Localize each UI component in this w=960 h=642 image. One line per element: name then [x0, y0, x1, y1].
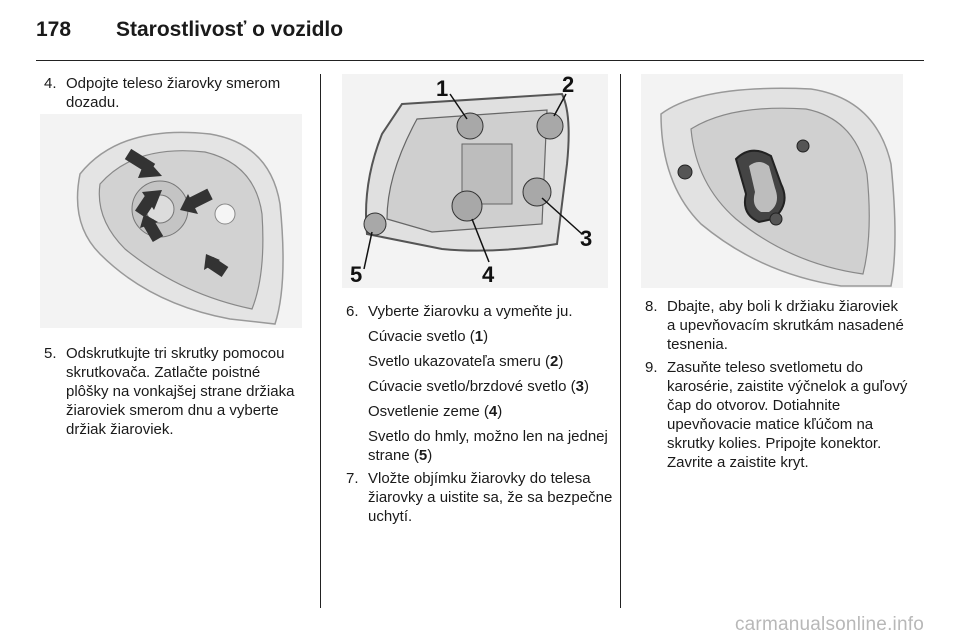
figure-bulb-positions: [342, 74, 608, 288]
column-2-text: [342, 302, 614, 526]
step-6: [342, 302, 614, 321]
page-number: 178: [36, 18, 72, 41]
figure-label-2: 2: [562, 74, 575, 97]
step-number: 8.: [645, 298, 658, 315]
step-4: [40, 74, 302, 112]
step-text: Vložte objímku žiarovky do telesa žiarovky a uistite sa, že sa bezpečne uchytí.: [368, 470, 613, 525]
step-5: [40, 344, 302, 439]
step-7: [342, 469, 614, 526]
page-title: Starostlivosť o vozidlo: [116, 18, 344, 41]
figure-label-5: 5: [350, 262, 363, 287]
step-text: Odskrutkujte tri skrutky pomocou skrutkovača. Zatlačte poistné plôšky na vonkajšej strane držiaka žiaroviek smerom dnu a vyberte držiak žiaroviek.: [66, 345, 295, 438]
column-divider-1: [320, 74, 321, 608]
step-text: Zasuňte teleso svetlometu do karosérie, zaistite výčnelok a guľový čap do otvorov. Dotiahnite upevňovacie matice kľúčom na skrutky kolies. Pripojte konektor. Zavrite a zaistite kryt.: [667, 359, 908, 471]
step-8: [641, 297, 909, 354]
figure-label-1: 1: [436, 76, 449, 101]
step-number: 6.: [346, 303, 359, 320]
column-1: [40, 74, 302, 112]
figure-label-4: 4: [482, 262, 495, 287]
figure-seals: [641, 74, 903, 288]
tail-lamp-illustration: [40, 114, 302, 328]
column-3-text: [641, 297, 909, 472]
seals-illustration: [641, 74, 903, 288]
column-divider-2: [620, 74, 621, 608]
bulb-item-1: Cúvacie svetlo (1): [368, 328, 489, 345]
bulb-item-4: Osvetlenie zeme (4): [368, 403, 503, 420]
figure-label-3: 3: [580, 226, 593, 251]
page-header: [36, 18, 343, 48]
bulb-item-5: Svetlo do hmly, možno len na jednej strane (5): [368, 428, 608, 464]
step-9: [641, 358, 909, 472]
figure-bulb-holder-removal: [40, 114, 302, 328]
watermark: carmanualsonline.info: [734, 614, 924, 635]
step-number: 5.: [44, 345, 57, 362]
step-number: 4.: [44, 75, 57, 92]
column-1-lower: [40, 344, 302, 439]
step-text: Dbajte, aby boli k držiaku žiaroviek a upevňovacím skrutkám nasadené tesnenia.: [667, 298, 904, 353]
step-number: 7.: [346, 470, 359, 487]
bulb-holder-illustration: [342, 74, 608, 288]
step-number: 9.: [645, 359, 658, 376]
step-text: Vyberte žiarovku a vymeňte ju.: [368, 303, 573, 320]
header-rule: [36, 60, 924, 61]
step-text: Odpojte teleso žiarovky smerom dozadu.: [66, 75, 281, 111]
bulb-item-3: Cúvacie svetlo/brzdové svetlo (3): [368, 378, 589, 395]
bulb-item-2: Svetlo ukazovateľa smeru (2): [368, 353, 564, 370]
